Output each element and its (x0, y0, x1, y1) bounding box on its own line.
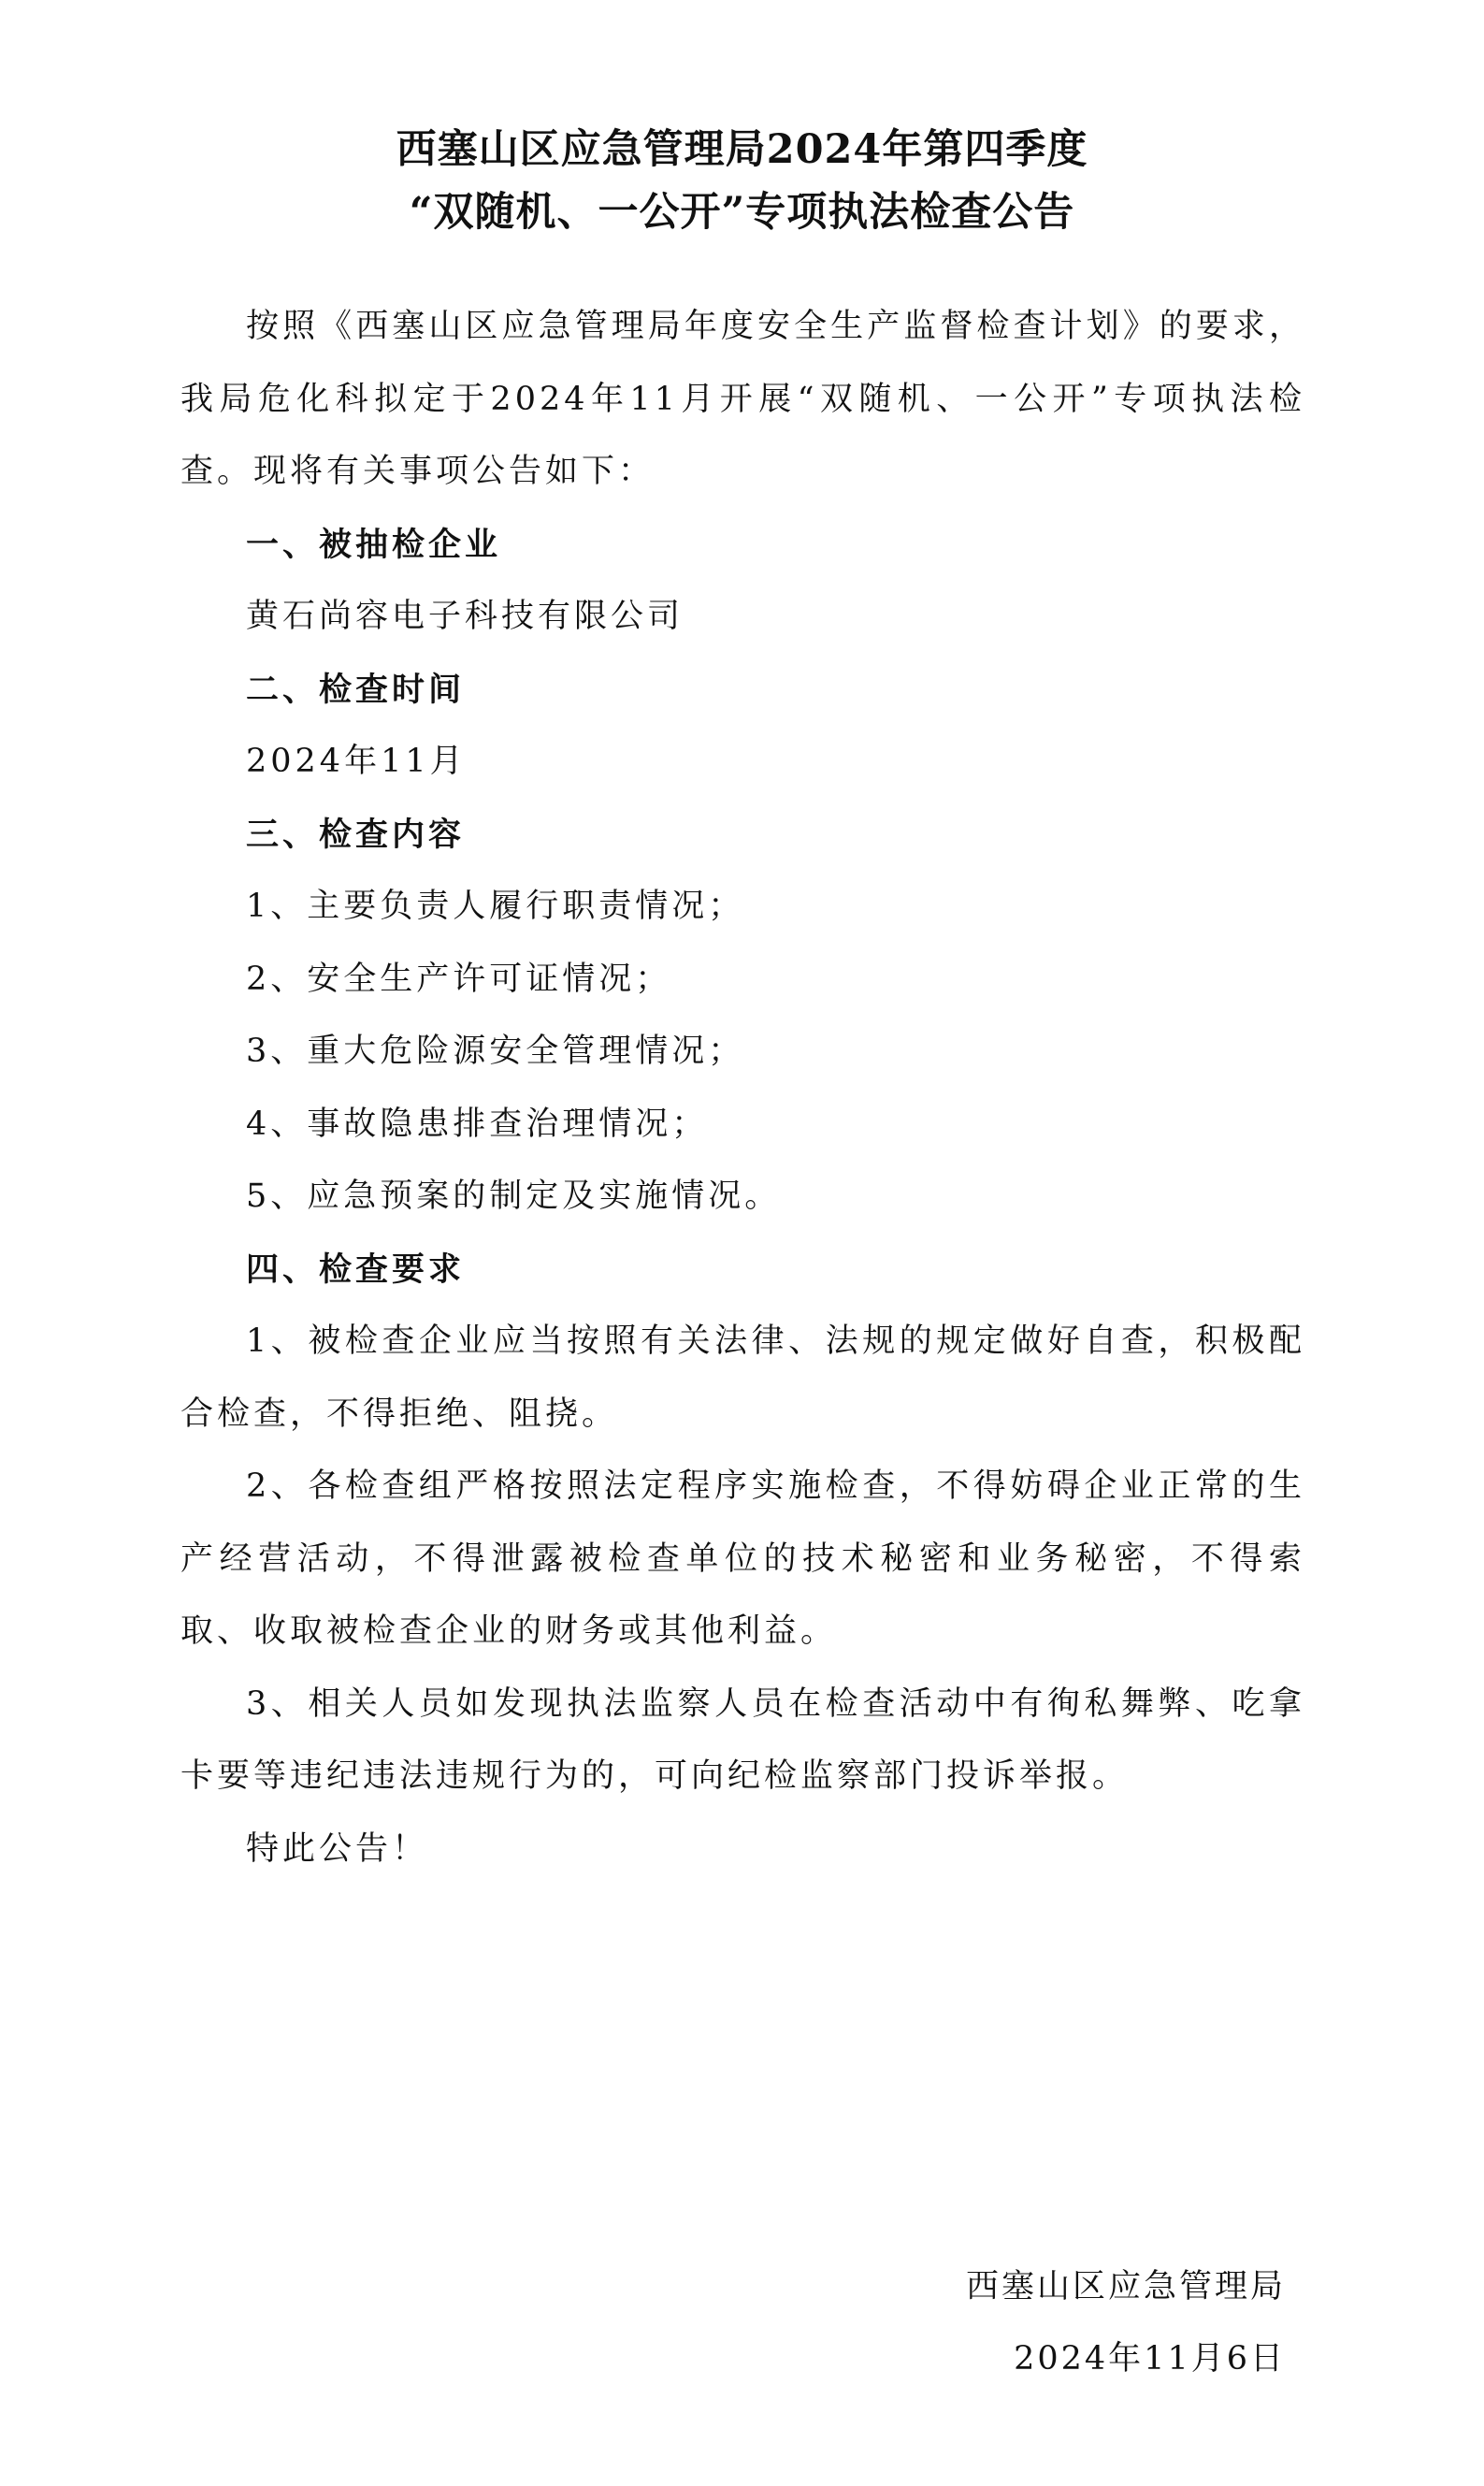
section-heading-requirements: 四、检查要求 (246, 1250, 466, 1289)
content-item: 4、事故隐患排查治理情况； (246, 1105, 709, 1143)
requirement-item: 2、各检查组严格按照法定程序实施检查，不得妨碍企业正常的生产经营活动，不得泄露被检查单位的技术秘密和业务秘密，不得索取、收取被检查企业的财务或其他利益。 (180, 1467, 1305, 1650)
content-item: 5、应急预案的制定及实施情况。 (246, 1178, 782, 1215)
document-title-line-1: 西塞山区应急管理局2024年第四季度 (396, 126, 1088, 173)
signature-organization: 西塞山区应急管理局 (965, 2268, 1286, 2305)
intro-paragraph: 按照《西塞山区应急管理局年度安全生产监督检查计划》的要求，我局危化科拟定于2024年11月开展“双随机、一公开”专项执法检查。现将有关事项公告如下： (180, 308, 1305, 490)
signature-block (966, 2251, 1286, 2395)
content-item: 1、主要负责人履行职责情况； (246, 888, 745, 925)
enterprise-name: 黄石尚容电子科技有限公司 (246, 598, 684, 635)
document-body (180, 291, 1305, 1886)
document-title-line-2: “双随机、一公开”专项执法检查公告 (409, 189, 1075, 236)
content-item: 3、重大危险源安全管理情况； (246, 1033, 745, 1070)
section-heading-time: 二、检查时间 (246, 670, 466, 709)
requirement-item: 3、相关人员如发现执法监察人员在检查活动中有徇私舞弊、吃拿卡要等违纪违法违规行为的，可向纪检监察部门投诉举报。 (180, 1684, 1305, 1795)
signature-date: 2024年11月6日 (1014, 2340, 1286, 2378)
closing-statement: 特此公告！ (246, 1829, 429, 1868)
content-item: 2、安全生产许可证情况； (246, 960, 672, 998)
section-heading-enterprise: 一、被抽检企业 (246, 525, 502, 564)
requirement-item: 1、被检查企业应当按照有关法律、法规的规定做好自查，积极配合检查，不得拒绝、阻挠。 (180, 1322, 1305, 1433)
section-heading-content: 三、检查内容 (246, 815, 466, 854)
inspection-time: 2024年11月 (246, 743, 467, 780)
